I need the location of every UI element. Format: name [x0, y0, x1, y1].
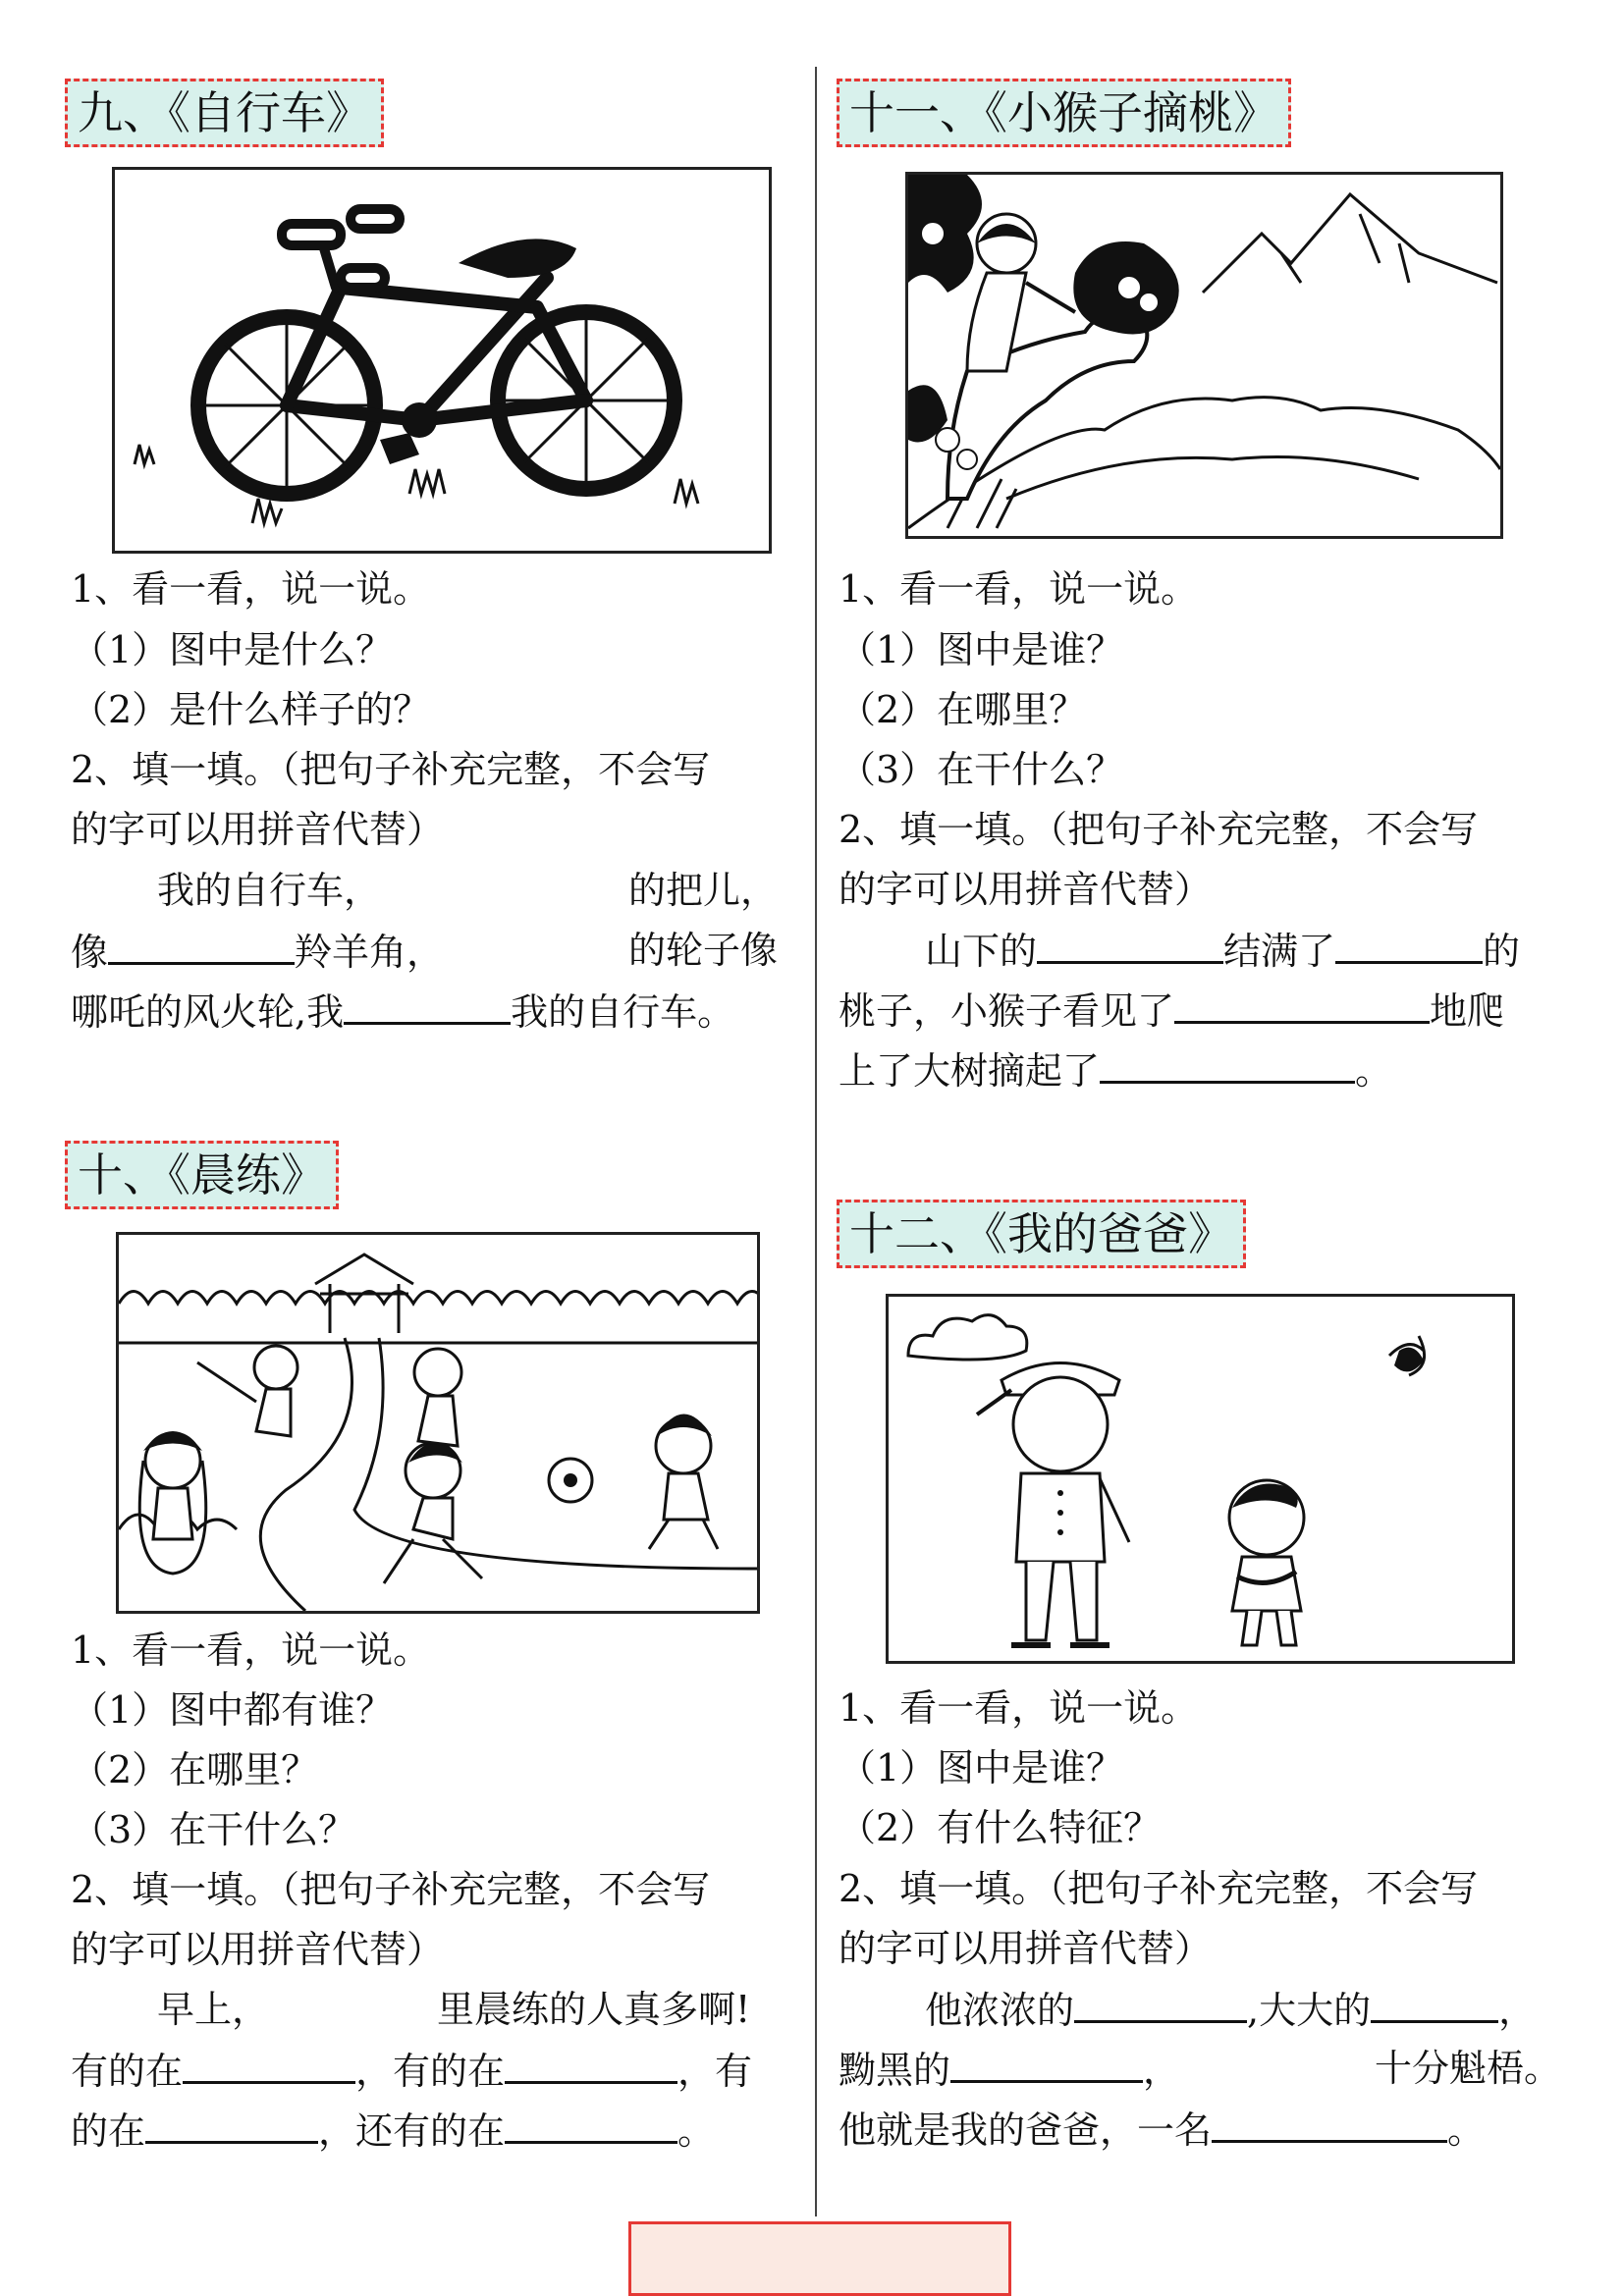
s11-line2 [839, 988, 1504, 1033]
s9-fill-label-2: 的字可以用拼音代替） [71, 808, 445, 851]
section-11-title: 十一、《小猴子摘桃》 [837, 79, 1291, 147]
s9-p3a: 哪吒的风火轮,我 [71, 990, 345, 1034]
s10-blank-2[interactable] [505, 2048, 677, 2084]
s11-fill-label: 2、填一填。（把句子补充完整，不会写 [839, 808, 1479, 851]
s10-blank-4[interactable] [505, 2108, 677, 2144]
s12-question-2: （2）有什么特征？ [839, 1806, 1162, 1849]
s12-p1b: ,大大的 [1247, 1989, 1372, 2032]
s12-look-label: 1、看一看，说一说。 [839, 1686, 1199, 1730]
s11-question-3: （3）在干什么？ [839, 748, 1124, 791]
s11-question-1: （1）图中是谁？ [839, 628, 1124, 671]
s12-p3a: 他就是我的爸爸，一名 [839, 2109, 1213, 2152]
column-divider [815, 67, 817, 2216]
s10-line2 [71, 2048, 752, 2093]
s12-line2 [839, 2047, 1180, 2092]
s9-p3b: 我的自行车。 [511, 990, 735, 1034]
s11-question-2: （2）在哪里？ [839, 688, 1087, 731]
s11-p1a: 山下的 [925, 930, 1038, 973]
monkey-peaches-icon [908, 175, 1500, 536]
s11-p2a: 桃子，小猴子看见了 [839, 989, 1175, 1033]
s12-p2b: ， [1143, 2049, 1181, 2092]
s11-look-label: 1、看一看，说一说。 [839, 567, 1199, 611]
s11-p3b: 。 [1355, 1049, 1393, 1093]
section-9-title: 九、《自行车》 [65, 79, 384, 147]
s9-blank-2[interactable] [344, 988, 511, 1025]
s12-blank-1[interactable] [1074, 1987, 1247, 2023]
s9-question-2: （2）是什么样子的？ [71, 688, 431, 731]
s11-p1c: 的 [1483, 930, 1521, 973]
s9-question-1: （1）图中是什么？ [71, 628, 394, 671]
s12-line1 [925, 1987, 1536, 2032]
s12-question-1: （1）图中是谁？ [839, 1746, 1124, 1789]
s10-p3c: 。 [677, 2109, 716, 2153]
monkey-picking-peaches-illustration [905, 172, 1503, 539]
s9-line2 [71, 929, 444, 974]
footer-box [628, 2221, 1011, 2296]
s12-p1c: ， [1498, 1989, 1537, 2032]
s10-line3 [71, 2108, 715, 2153]
s11-blank-3[interactable] [1174, 988, 1430, 1024]
s10-p2b: ，有的在 [355, 2050, 506, 2093]
s10-fill-label-2: 的字可以用拼音代替） [71, 1928, 445, 1971]
s10-p3a: 的在 [71, 2109, 146, 2153]
s10-fill-label: 2、填一填。（把句子补充完整，不会写 [71, 1868, 711, 1911]
morning-exercise-illustration [116, 1232, 760, 1614]
s9-p1a: 我的自行车， [157, 869, 382, 912]
s12-p1a: 他浓浓的 [925, 1989, 1075, 2032]
s10-blank-3[interactable] [145, 2108, 318, 2144]
s11-fill-label-2: 的字可以用拼音代替） [839, 868, 1213, 911]
s12-p2c: 十分魁梧。 [1375, 2047, 1562, 2090]
s10-question-1: （1）图中都有谁？ [71, 1688, 394, 1732]
bicycle-illustration [112, 167, 772, 554]
s11-blank-2[interactable] [1335, 928, 1483, 964]
s10-p2c: ，有 [677, 2050, 753, 2093]
s9-line3 [71, 988, 734, 1034]
s12-fill-label: 2、填一填。（把句子补充完整，不会写 [839, 1867, 1479, 1910]
father-soldier-illustration [886, 1294, 1515, 1664]
s9-blank-1[interactable] [108, 929, 295, 965]
s11-p1b: 结满了 [1223, 930, 1336, 973]
s10-look-label: 1、看一看，说一说。 [71, 1629, 431, 1672]
s11-line3 [839, 1047, 1392, 1093]
s12-blank-3[interactable] [950, 2047, 1143, 2083]
s9-p2a: 像 [71, 931, 109, 974]
s10-p1a: 早上， [157, 1988, 270, 2031]
s10-blank-1[interactable] [183, 2048, 355, 2084]
s10-p3b: ，还有的在 [318, 2109, 506, 2153]
s12-line3 [839, 2107, 1485, 2152]
s9-p1b: 的把儿， [628, 869, 779, 912]
s11-p2b: 地爬 [1430, 989, 1505, 1033]
s9-p2c: 的轮子像 [628, 929, 779, 972]
s10-question-3: （3）在干什么？ [71, 1808, 356, 1851]
s12-p2a: 黝黑的 [839, 2049, 951, 2092]
section-12-title: 十二、《我的爸爸》 [837, 1200, 1246, 1268]
s12-fill-label-2: 的字可以用拼音代替） [839, 1927, 1213, 1970]
morning-exercise-icon [119, 1235, 757, 1611]
s11-blank-4[interactable] [1100, 1047, 1355, 1084]
s11-p3a: 上了大树摘起了 [839, 1049, 1101, 1093]
s12-blank-4[interactable] [1212, 2107, 1447, 2143]
s10-p1b: 里晨练的人真多啊! [437, 1988, 751, 2031]
s11-line1 [925, 928, 1520, 973]
s12-p3b: 。 [1447, 2109, 1486, 2152]
s12-blank-2[interactable] [1371, 1987, 1498, 2023]
s10-p2a: 有的在 [71, 2050, 184, 2093]
bicycle-icon [115, 170, 769, 551]
s9-p2b: 羚羊角， [295, 931, 445, 974]
s11-blank-1[interactable] [1037, 928, 1223, 964]
section-10-title: 十、《晨练》 [65, 1141, 339, 1209]
s9-look-label: 1、看一看，说一说。 [71, 567, 431, 611]
s9-fill-label: 2、填一填。（把句子补充完整，不会写 [71, 748, 711, 791]
s10-question-2: （2）在哪里？ [71, 1748, 319, 1791]
father-soldier-icon [889, 1297, 1512, 1661]
